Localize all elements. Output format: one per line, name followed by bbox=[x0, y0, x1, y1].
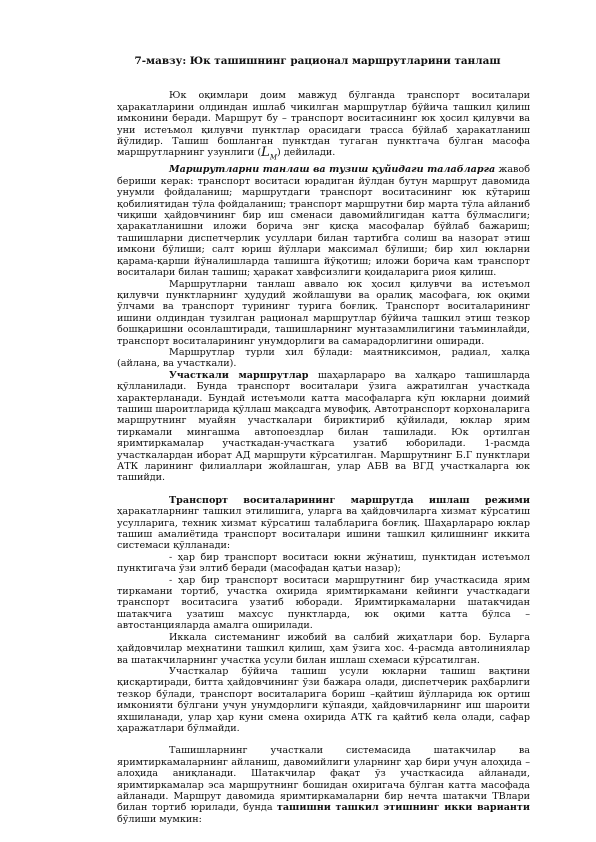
section-system-text: Ташишларнинг участкали системасида шатакчилар ва яримтиркамаларнинг айланиш, давомийлиги уларнинг ҳар бири учун алоҳида – алоҳида аниқланади. Шатакчилар фақат ўз участкасида айланади, яримтиркамалар эса маршрутнинг бошидан охиригача бўлган катта масофада айланади. Маршрут давомида яримтиркамаларни бир нечта шатакчи ТВлари билан тортиб юрилади, бунда bbox=[117, 745, 530, 814]
section-routes-heading: Участкали маршрутлар bbox=[169, 369, 309, 381]
operating-mode-heading: Транспорт воситаларининг маршрутда ишлаш режими bbox=[169, 494, 530, 506]
two-variants-heading: ташишни ташкил этишнинг икки варианти bbox=[276, 802, 530, 814]
list-item: - ҳар бир транспорт воситаси юкни жўнатиш, пунктидан истеъмол пунктигача ўзи элтиб беради (масофадан қатъи назар); bbox=[117, 551, 530, 575]
paragraph-intro bbox=[117, 90, 530, 164]
paragraph-section-method: Участкалар бўйича ташиш усули юкларни ташиш вақтини қисқартиради, битта ҳайдовчининг ўзи бажара олади, диспетчерик раҳбарлиги тезкор бўлади, транспорт воситаларига бориш –қайтиш йўлларида юк ортиш имконияти бўлгани учун унумдорлиги кўпаяди, ҳайдовчиларнинг иш шароити яхшиланади, улар ҳар куни смена охирида АТК га қайтиб кела олади, сафар ҳаражатлари бўлмайди. bbox=[117, 665, 530, 734]
paragraph-section-system bbox=[117, 745, 530, 825]
paragraph-operating-mode bbox=[117, 495, 530, 552]
route-length-subscript: M bbox=[269, 154, 277, 163]
paragraph-requirements bbox=[117, 164, 530, 278]
operating-mode-text: ҳаракатларнинг ташкил этилишига, уларга ва ҳайдовчиларга хизмат кўрсатиш усулларига, техник хизмат кўрсатиш талабларига боғлиқ. Шаҳарлараро юклар ташиш амалиётида транспорт воситалари ишини ташкил қилишнинг иккита системаси қўлланади: bbox=[117, 506, 530, 552]
intro-text: Юк оқимлари доим мавжуд бўлганда транспорт воситалари ҳаракатларини олдиндан ишлаб чикилган маршрутлар бўйича ташкил қилиш имконини беради. Маршрут бу – транспорт воситасининг юк ҳосил қилувчи ва уни истеъмол қилувчи пунктлар орасидаги трасса бўйлаб ҳаракатланиш йўлидир. Ташиш бошланган пунктдан тугаган пунктгача бўлган масофа маршрутларнинг узунлиги ( bbox=[117, 90, 530, 159]
requirements-heading: Маршрутларни танлаш ва тузиш қуйидаги талабларга bbox=[169, 164, 496, 176]
paragraph-route-selection: Маршрутларни танлаш аввало юк ҳосил қилувчи ва истеъмол қилувчи пунктларнинг ҳудудий жойлашуви ва оралиқ масофага, юк оқими ўлчами ва транспорт турининг турига боғлиқ. Транспорт воситаларининг ишини олдиндан тузилган рационал маршрутлар бўйича ташкил этиш тезкор бошқаришни осонлаштиради, ташишларнинг мунтазамлилигини таъминлайди, транспорт воситаларининг унумдорлиги ва самарадорлигини оширади. bbox=[117, 278, 530, 347]
section-system-text-end: бўлиши мумкин: bbox=[117, 813, 202, 825]
list-item: - ҳар бир транспорт воситаси маршрутнинг бир участкасида ярим тиркамани тортиб, участка охирида яримтиркамани кейинги участкадаги транспорт воситасига узатиб юборади. Яримтиркамаларни шатакчидан шатакчига узатиш махсус пунктларда, юк оқими катта бўлса – автостанцияларда амалга оширилади. bbox=[117, 574, 530, 632]
requirements-text: жавоб бериши керак: транспорт воситаси юрадиган йўлдан бутун маршрут давомида унумли фойдаланиш; маршрутдаги транспорт воситасининг юк кўтариш қобилиятидан тўла фойдаланиш; транспорт маршрутни бир марта тўла айланиб чиқиши ҳайдовчининг бир иш сменаси давомийлигидан катта бўлмаслиги; ҳаракатланишни иложи борича энг қисқа масофалар бўйлаб бажариш; ташишларни диспетчерлик усуллари билан тартибга солиш ва назорат этиш имкони бўлиши; салт юриш йўллари максимал бўлиши; бир хил юкларни қарама-қарши йўналишларда ташишга йўқотиш; иложи борича кам транспорт воситалари билан ташиш; ҳаракат хавфсизлиги қоидаларига риоя қилиш. bbox=[117, 164, 530, 279]
route-length-letter: L bbox=[261, 145, 270, 161]
page-title: 7-мавзу: Юк ташишнинг рационал маршрутларини танлаш bbox=[134, 55, 501, 67]
section-routes-text: шаҳарлараро ва халқаро ташишларда қўлланилади. Бунда транспорт воситалари ўзига ажратилган участкада характерланади. Бундай истеъмоли катта масофаларга кўп юкларни доимий ташиш шароитларида қўллаш мақсадга мувофиқ. Автотранспорт корхоналарига маршрутнинг муайян участкалари бириктириб қўйилади, юклар ярим тиркамали мингашма автопоездлар билан ташилади. Юк ортилган яримтиркамалар участкадан-участкага узатиб юборилади. 1-расмда участкалардан иборат АД маршрути кўрсатилган. Маршрутнинг Б.Г пунктлари АТК ларининг филиаллари жойлашган, улар АБВ ва ВГД участкаларга юк ташийди. bbox=[117, 369, 530, 484]
paragraph-route-types: Маршрутлар турли хил бўлади: маятниксимон, радиал, халқа (айлана, ва участкали). bbox=[117, 346, 530, 370]
route-length-symbol bbox=[261, 145, 277, 163]
paragraph-section-routes bbox=[117, 370, 530, 484]
intro-text-end: ) дейилади. bbox=[276, 147, 336, 159]
paragraph-two-systems: Иккала системанинг ижобий ва салбий жиҳатлари бор. Буларга ҳайдовчилар меҳнатини ташкил қилиш, ҳам ўзига хос. 4-расмда автолиниялар ва шатакчиларнинг участка усули билан ишлаш схемаси кўрсатилган. bbox=[117, 631, 530, 666]
